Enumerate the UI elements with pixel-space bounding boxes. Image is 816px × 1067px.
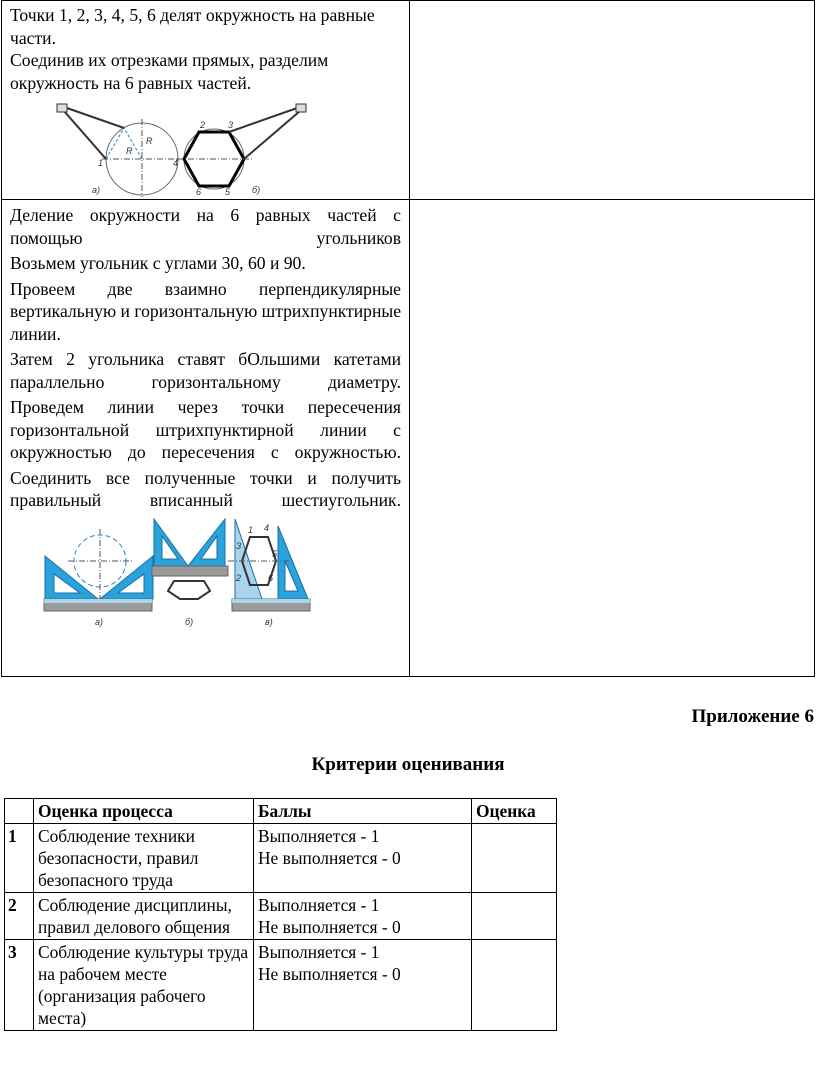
fig2-label-4: 4 (264, 523, 270, 533)
score-no: Не выполняется - 0 (258, 848, 401, 868)
table-divider-vertical (409, 1, 410, 676)
row1-line-2: Соединив их отрезками прямых, разделим окружность на 6 равных частей. (10, 50, 329, 93)
fig1-label-r2: R (126, 146, 133, 156)
fig1-label-3: 3 (228, 120, 234, 130)
fig1-label-r1: R (146, 136, 153, 146)
fig1-label-1: 1 (98, 158, 104, 168)
fig2-label-a: а) (95, 617, 104, 627)
fig2-label-b: б) (185, 617, 194, 627)
criteria-title: Критерии оценивания (311, 754, 505, 775)
score-no: Не выполняется - 0 (258, 964, 401, 984)
circle-division-figure (42, 99, 322, 197)
grade-cell (472, 893, 557, 940)
fig1-label-4: 4 (173, 158, 179, 168)
row-number: 3 (5, 940, 34, 1031)
criteria-header-row (5, 799, 557, 824)
row2-paragraph-3: Провеем две взаимно перпендикулярные вертикальную и горизонтальную штрихпунктирные линии. (10, 278, 401, 344)
criteria-table (4, 798, 557, 1031)
score-cell (254, 940, 472, 1031)
header-score: Баллы (254, 799, 472, 824)
row1-line-1: Точки 1, 2, 3, 4, 5, 6 делят окружность на равные части. (10, 5, 375, 48)
score-cell (254, 893, 472, 940)
score-cell (254, 824, 472, 893)
process-cell: Соблюдение культуры труда на рабочем месте (организация рабочего места) (34, 940, 254, 1031)
header-num (5, 799, 34, 824)
set-square-figure (40, 501, 320, 629)
appendix-label: Приложение 6 (691, 706, 814, 727)
header-grade: Оценка (472, 799, 557, 824)
score-yes: Выполняется - 1 (258, 895, 380, 915)
row2-paragraph-1: Деление окружности на 6 равных частей с помощью угольников (10, 205, 401, 248)
table-row (5, 824, 557, 893)
process-cell: Соблюдение дисциплины, правил делового общения (34, 893, 254, 940)
fig2-label-3: 3 (236, 541, 242, 551)
fig2-label-c: в) (265, 617, 273, 627)
score-yes: Выполняется - 1 (258, 942, 380, 962)
fig1-label-5: 5 (225, 187, 231, 197)
header-process: Оценка процесса (34, 799, 254, 824)
score-yes: Выполняется - 1 (258, 826, 380, 846)
fig2-label-1: 1 (248, 525, 254, 535)
row-number: 1 (5, 824, 34, 893)
score-no: Не выполняется - 0 (258, 917, 401, 937)
fig2-label-5: 5 (272, 549, 278, 559)
fig1-label-a: а) (92, 185, 101, 195)
row2-paragraph-5: Проведем линии через точки пересечения горизонтальной штрихпунктирной линии с окружностью до пересечения с окружностью. (10, 397, 401, 462)
row1-text (10, 4, 394, 94)
table-row (5, 940, 557, 1031)
row2-text (10, 204, 401, 512)
fig2-label-6: 6 (268, 573, 274, 583)
row2-paragraph-4: Затем 2 угольника ставят бОльшими катетами параллельно горизонтальному диаметру. (10, 349, 401, 392)
fig1-label-2: 2 (200, 120, 206, 130)
grade-cell (472, 824, 557, 893)
table-divider-horizontal (2, 199, 814, 200)
row2-paragraph-6: Соединить все полученные точки и получить правильный вписанный шестиугольник. (10, 467, 401, 510)
fig1-label-b: б) (252, 185, 261, 195)
row2-paragraph-2: Возьмем угольник с углами 30, 60 и 90. (10, 253, 306, 273)
fig1-label-6: 6 (196, 187, 202, 197)
row-number: 2 (5, 893, 34, 940)
grade-cell (472, 940, 557, 1031)
table-row (5, 893, 557, 940)
process-cell: Соблюдение техники безопасности, правил безопасного труда (34, 824, 254, 893)
instruction-table (1, 0, 815, 677)
fig2-label-2: 2 (236, 573, 242, 583)
